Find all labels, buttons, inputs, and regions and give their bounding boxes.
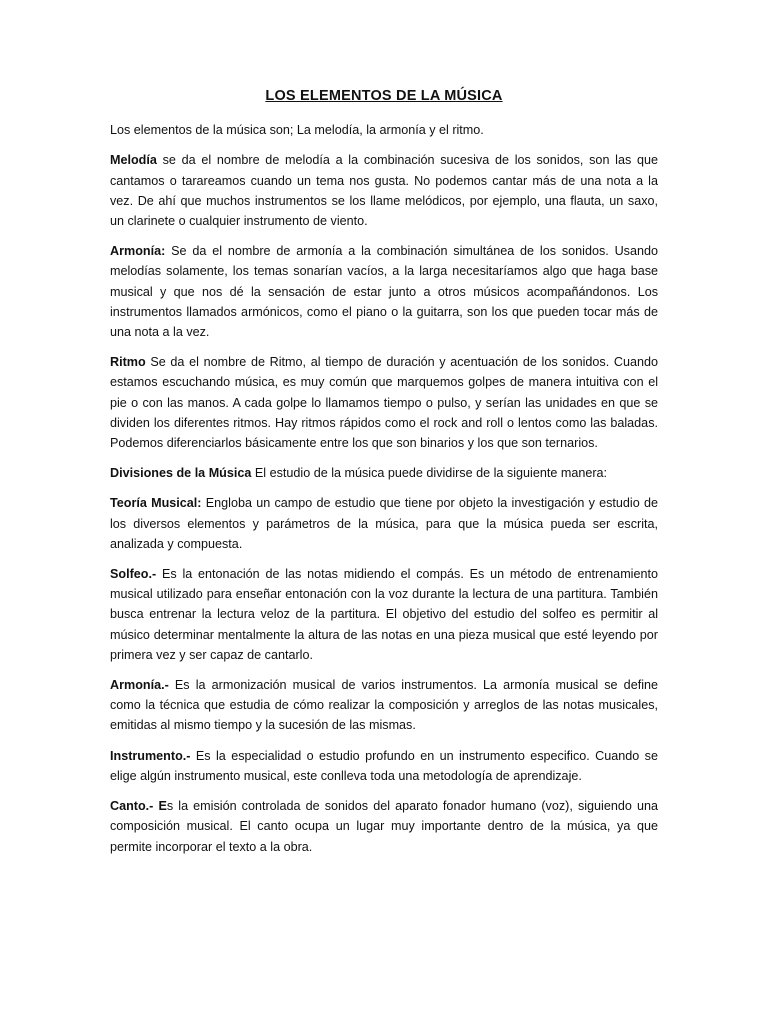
paragraph-text: Es la armonización musical de varios instrumentos. La armonía musical se define como la técnica que estudia de cómo realizar la composición y arreglos de las notas musicales, emitidas al mismo tiempo y la sucesión de las mismas. — [110, 678, 658, 733]
paragraph-label: Armonía.- — [110, 678, 169, 693]
paragraph-text: Es la entonación de las notas midiendo el compás. Es un método de entrenamiento musical utilizado para enseñar entonación con la voz durante la lectura de una partitura. También busca entrenar la lectura veloz de la partitura. El objetivo del estudio del solfeo es permitir al músico determinar mentalmente la altura de las notas en una pieza musical que esté leyendo por primera vez y ser capaz de cantarlo. — [110, 567, 658, 662]
paragraph-text: Se da el nombre de armonía a la combinación simultánea de los sonidos. Usando melodías solamente, los temas sonarían vacíos, a la larga necesitaríamos algo que haga base musical y que nos dé la sensación de estar junto a otros músicos acompañándonos. Los instrumentos llamados armónicos, como el piano o la guitarra, son los que pueden tocar más de una nota a la vez. — [110, 244, 658, 340]
paragraph-ritmo — [110, 352, 658, 453]
paragraph-label: Melodía — [110, 153, 157, 168]
paragraph-label: Ritmo — [110, 355, 146, 370]
paragraph-solfeo — [110, 564, 658, 665]
paragraph-label: Canto.- E — [110, 799, 167, 814]
intro-paragraph: Los elementos de la música son; La melodía, la armonía y el ritmo. — [110, 123, 484, 138]
paragraph-melodia — [110, 150, 658, 231]
paragraph-text: Se da el nombre de Ritmo, al tiempo de duración y acentuación de los sonidos. Cuando estamos escuchando música, es muy común que marquemos golpes de manera intuitiva con el pie o con las manos. A cada golpe lo llamamos tiempo o pulso, y serían las unidades en que se dividen los diferentes ritmos. Hay ritmos rápidos como el rock and roll o lentos como las baladas. Podemos diferenciarlos básicamente entre los que son binarios y los que son ternarios. — [110, 355, 658, 451]
paragraph-label: Armonía: — [110, 244, 166, 259]
paragraph-divisiones — [110, 463, 658, 483]
paragraph-instrumento — [110, 746, 658, 786]
paragraph-label: Solfeo.- — [110, 567, 157, 582]
paragraph-canto — [110, 796, 658, 857]
paragraph-armonia — [110, 241, 658, 342]
paragraph-text: Engloba un campo de estudio que tiene por objeto la investigación y estudio de los diversos elementos y parámetros de la música, para que la música pueda ser escrita, analizada y compuesta. — [110, 496, 658, 551]
paragraph-text: El estudio de la música puede dividirse de la siguiente manera: — [251, 466, 608, 481]
paragraph-label: Instrumento.- — [110, 748, 191, 763]
paragraph-text: s la emisión controlada de sonidos del aparato fonador humano (voz), siguiendo una composición musical. El canto ocupa un lugar muy importante dentro de la música, ya que permite incorporar el texto a la obra. — [110, 799, 658, 854]
paragraph-label: Teoría Musical: — [110, 496, 202, 511]
paragraph-label: Divisiones de la Música — [110, 466, 252, 481]
paragraph-teoria-musical — [110, 493, 658, 554]
page-title: LOS ELEMENTOS DE LA MÚSICA — [265, 88, 503, 104]
paragraph-text: Es la especialidad o estudio profundo en un instrumento especifico. Cuando se elige algún instrumento musical, este conlleva toda una metodología de aprendizaje. — [110, 748, 658, 783]
paragraph-armonia-division — [110, 675, 658, 736]
paragraph-text: se da el nombre de melodía a la combinación sucesiva de los sonidos, son las que cantamos o tarareamos cuando un tema nos gusta. No podemos cantar más de una nota a la vez. De ahí que muchos instrumentos se los llame melódicos, por ejemplo, una flauta, un saxo, un clarinete o cualquier instrumento de viento. — [110, 153, 658, 229]
